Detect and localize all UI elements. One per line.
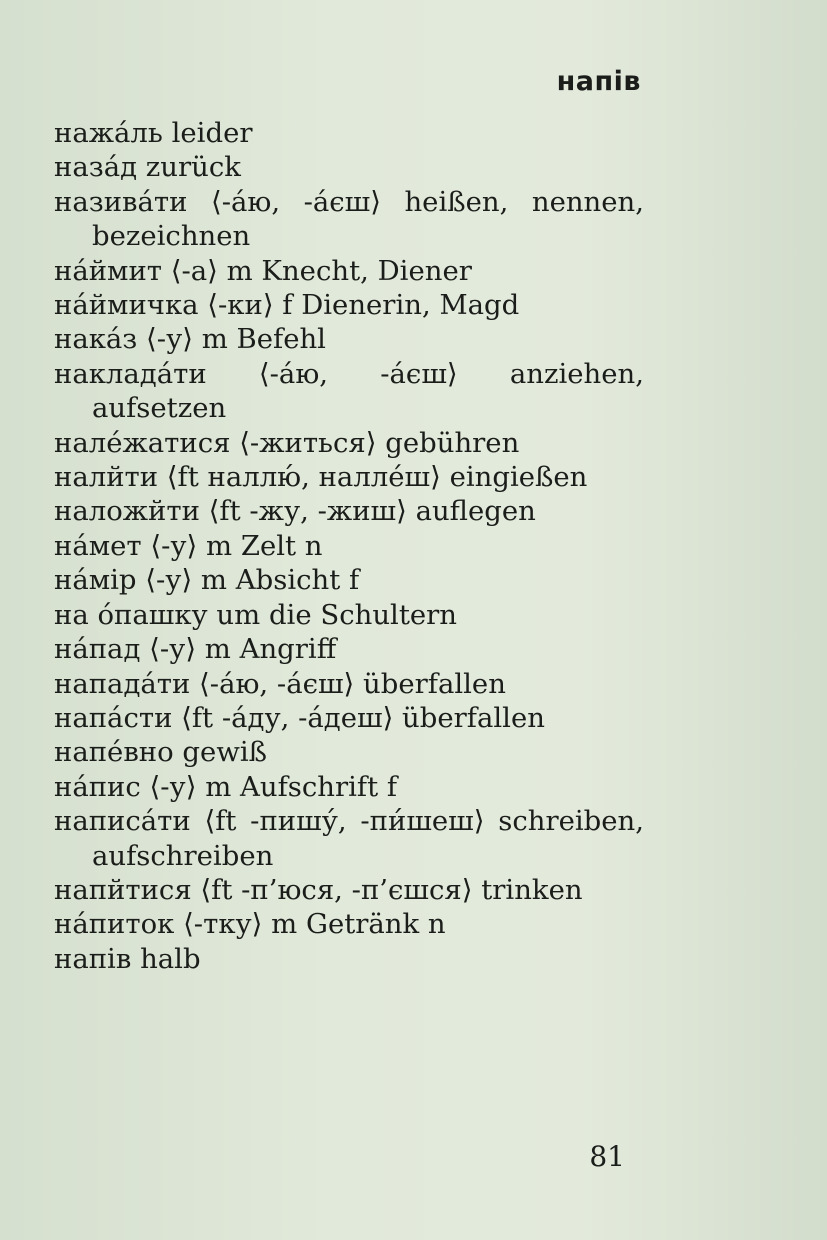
- dictionary-entry: напів halb: [54, 942, 201, 975]
- entry-list: [54, 116, 644, 976]
- dictionary-entry: напáсти ⟨ft -áду, -áдеш⟩ überfallen: [54, 701, 545, 734]
- dictionary-entry: написáти ⟨ft -пишу́, -пи́шеш⟩ schreiben, aufschreiben: [54, 805, 644, 872]
- dictionary-entry: назáд zurück: [54, 151, 241, 184]
- dictionary-entry: нáпиток ⟨-тку⟩ m Getränk n: [54, 908, 446, 941]
- dictionary-entry: нáмір ⟨-у⟩ m Absicht f: [54, 564, 360, 597]
- dictionary-entry: накáз ⟨-у⟩ m Befehl: [54, 323, 326, 356]
- running-head: напів: [556, 66, 641, 97]
- dictionary-entry: на óпашку um die Schultern: [54, 598, 458, 631]
- dictionary-entry: напéвно gewiß: [54, 736, 268, 769]
- dictionary-entry: налéжатися ⟨-житься⟩ gebühren: [54, 426, 520, 459]
- dictionary-entry: напйтися ⟨ft -п’юся, -п’єшся⟩ trinken: [54, 873, 583, 906]
- dictionary-entry: нападáти ⟨-áю, -áєш⟩ überfallen: [54, 667, 506, 700]
- dictionary-entry: накладáти ⟨-áю, -áєш⟩ anziehen, aufsetzen: [54, 357, 644, 425]
- dictionary-entry: нáймит ⟨-а⟩ m Knecht, Diener: [54, 254, 472, 287]
- dictionary-entry: нáймичка ⟨-ки⟩ f Dienerin, Magd: [54, 289, 520, 322]
- dictionary-entry: наложйти ⟨ft -жу, -жиш⟩ auflegen: [54, 495, 536, 528]
- dictionary-entry: нажáль leider: [54, 117, 253, 149]
- dictionary-entry: нáмет ⟨-у⟩ m Zelt n: [54, 529, 323, 562]
- page-number: 81: [589, 1140, 625, 1173]
- dictionary-entry: налйти ⟨ft наллю́, наллéш⟩ eingießen: [54, 461, 588, 494]
- dictionary-entry: нáпад ⟨-у⟩ m Angriff: [54, 633, 337, 666]
- dictionary-entry: називáти ⟨-áю, -áєш⟩ heißen, nennen, bezeichnen: [54, 185, 644, 253]
- dictionary-entry: нáпис ⟨-у⟩ m Aufschrift f: [54, 770, 398, 803]
